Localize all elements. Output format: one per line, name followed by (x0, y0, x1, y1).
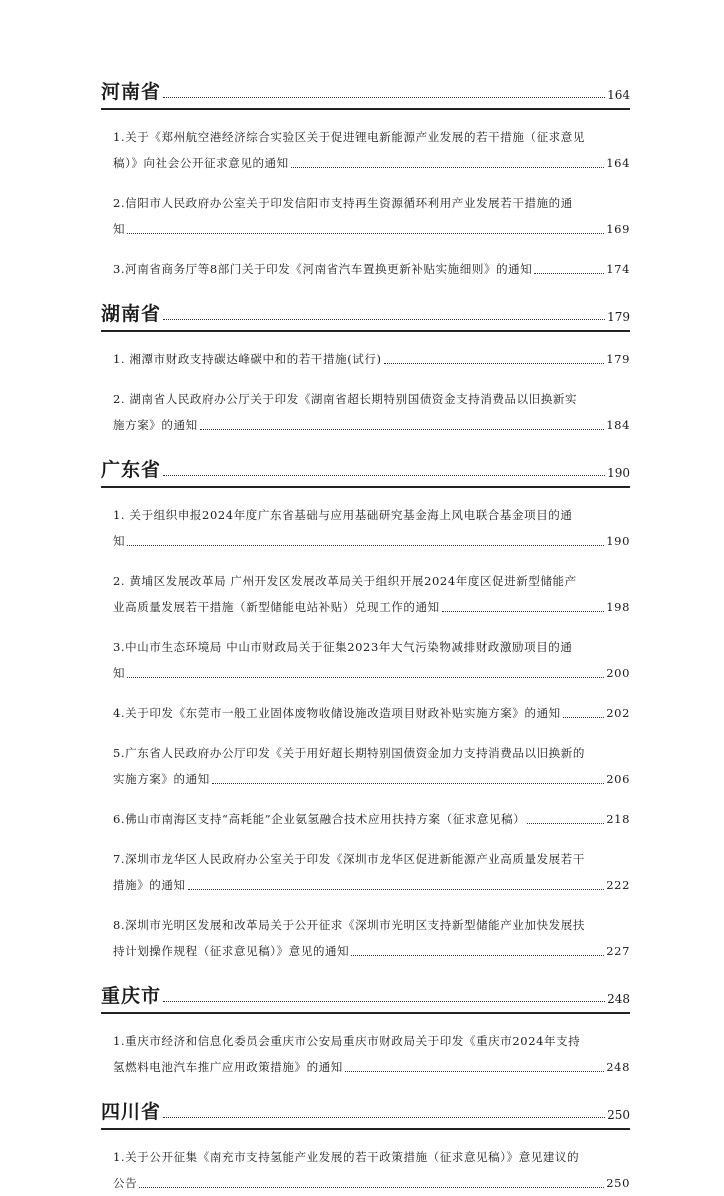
entry-page-number: 248 (606, 1060, 630, 1074)
dot-leader (163, 475, 605, 476)
dot-leader (291, 167, 605, 168)
dot-leader (127, 545, 604, 546)
section-rule (101, 330, 630, 332)
dot-leader (563, 717, 604, 718)
entry-last-line (113, 412, 630, 438)
entry-last-line (113, 1170, 630, 1196)
toc-section (101, 1080, 630, 1196)
entry-page-number: 169 (606, 222, 630, 236)
entry-last-line (113, 216, 630, 242)
entry-page-number: 190 (606, 534, 630, 548)
entry-text-end: 知 (113, 666, 126, 680)
entry-page-number: 184 (606, 418, 630, 432)
entry-page-number: 174 (606, 262, 630, 276)
section-rule (101, 1128, 630, 1130)
section-title: 广东省 (101, 459, 162, 481)
section-page-number: 190 (607, 466, 630, 480)
dot-leader (351, 955, 604, 956)
toc-section (101, 282, 630, 438)
entry-text-line: 1. 关于组织申报2024年度广东省基础与应用基础研究基金海上风电联合基金项目的通 (113, 508, 573, 522)
toc-entry[interactable] (113, 256, 630, 282)
entry-last-line (113, 872, 630, 898)
entry-text-end: 3.河南省商务厅等8部门关于印发《河南省汽车置换更新补贴实施细则》的通知 (113, 262, 533, 276)
entry-text-line: 5.广东省人民政府办公厅印发《关于用好超长期特别国债资金加力支持消费品以旧换新的 (113, 746, 585, 760)
entry-text-end: 6.佛山市南海区支持“高耗能”企业氨氢融合技术应用扶持方案（征求意见稿） (113, 812, 526, 826)
entry-text-line: 3.中山市生态环境局 中山市财政局关于征集2023年大气污染物减排财政激励项目的通 (113, 640, 573, 654)
dot-leader (127, 677, 604, 678)
section-title: 河南省 (101, 81, 162, 103)
toc-entry[interactable] (113, 1028, 630, 1080)
entry-text-end: 施方案》的通知 (113, 418, 198, 432)
entry-page-number: 198 (606, 600, 630, 614)
entry-last-line (113, 256, 630, 282)
entry-text-line: 1.关于公开征集《南充市支持氢能产业发展的若干政策措施（征求意见稿）》意见建议的 (113, 1150, 580, 1164)
entry-text-end: 知 (113, 222, 126, 236)
section-heading-row[interactable] (101, 964, 630, 1008)
section-heading-row[interactable] (101, 282, 630, 326)
entry-text-line: 1.重庆市经济和信息化委员会重庆市公安局重庆市财政局关于印发《重庆市2024年支持 (113, 1034, 581, 1048)
toc-entry[interactable] (113, 700, 630, 726)
dot-leader (442, 611, 605, 612)
entry-page-number: 218 (606, 812, 630, 826)
entry-page-number: 202 (606, 706, 630, 720)
entry-text-end: 业高质量发展若干措施（新型储能电站补贴）兑现工作的通知 (113, 600, 440, 614)
entry-text-end: 持计划操作规程（征求意见稿）》意见的通知 (113, 944, 350, 958)
section-rule (101, 486, 630, 488)
dot-leader (163, 97, 605, 98)
entry-last-line (113, 346, 630, 372)
dot-leader (200, 429, 605, 430)
entry-text-line: 2.信阳市人民政府办公室关于印发信阳市支持再生资源循环利用产业发展若干措施的通 (113, 196, 573, 210)
entry-text-line: 8.深圳市光明区发展和改革局关于公开征求《深圳市光明区支持新型储能产业加快发展扶 (113, 918, 585, 932)
dot-leader (163, 1001, 605, 1002)
section-rule (101, 1012, 630, 1014)
dot-leader (534, 273, 604, 274)
entry-text-end: 公告 (113, 1176, 138, 1190)
entry-page-number: 250 (606, 1176, 630, 1190)
entry-text-end: 措施》的通知 (113, 878, 186, 892)
entry-last-line (113, 938, 630, 964)
toc-section (101, 438, 630, 964)
entry-last-line (113, 1054, 630, 1080)
toc-section (101, 60, 630, 282)
section-page-number: 248 (607, 992, 630, 1006)
entry-last-line (113, 594, 630, 620)
toc-entry[interactable] (113, 1144, 630, 1196)
toc-entry[interactable] (113, 634, 630, 686)
toc-entry[interactable] (113, 386, 630, 438)
toc-entry[interactable] (113, 346, 630, 372)
entry-last-line (113, 700, 630, 726)
toc-entry[interactable] (113, 912, 630, 964)
section-rule (101, 108, 630, 110)
dot-leader (163, 319, 605, 320)
entry-text-line: 2. 黄埔区发展改革局 广州开发区发展改革局关于组织开展2024年度区促进新型储能产 (113, 574, 577, 588)
entry-text-line: 2. 湖南省人民政府办公厅关于印发《湖南省超长期特别国债资金支持消费品以旧换新实 (113, 392, 578, 406)
section-title: 重庆市 (101, 985, 162, 1007)
dot-leader (384, 363, 605, 364)
dot-leader (527, 823, 604, 824)
entry-text-end: 稿）》向社会公开征求意见的通知 (113, 156, 289, 170)
entry-text-end: 4.关于印发《东莞市一般工业固体废物收储设施改造项目财政补贴实施方案》的通知 (113, 706, 561, 720)
entry-last-line (113, 766, 630, 792)
section-page-number: 164 (607, 88, 630, 102)
entry-page-number: 206 (606, 772, 630, 786)
section-heading-row[interactable] (101, 438, 630, 482)
section-heading-row[interactable] (101, 60, 630, 104)
entry-page-number: 222 (606, 878, 630, 892)
entry-last-line (113, 660, 630, 686)
toc-entry[interactable] (113, 806, 630, 832)
section-page-number: 250 (607, 1108, 630, 1122)
entry-page-number: 179 (606, 352, 630, 366)
dot-leader (345, 1071, 604, 1072)
section-heading-row[interactable] (101, 1080, 630, 1124)
dot-leader (139, 1187, 604, 1188)
entry-text-end: 氢燃料电池汽车推广应用政策措施》的通知 (113, 1060, 343, 1074)
dot-leader (127, 233, 604, 234)
dot-leader (163, 1117, 605, 1118)
entry-text-line: 1.关于《郑州航空港经济综合实验区关于促进锂电新能源产业发展的若干措施（征求意见 (113, 130, 585, 144)
entry-text-end: 实施方案》的通知 (113, 772, 210, 786)
toc-entry[interactable] (113, 568, 630, 620)
entry-last-line (113, 528, 630, 554)
entry-page-number: 227 (606, 944, 630, 958)
entry-last-line (113, 150, 630, 176)
section-title: 四川省 (101, 1101, 162, 1123)
entry-page-number: 164 (606, 156, 630, 170)
toc-entry[interactable] (113, 740, 630, 792)
toc-section (101, 964, 630, 1080)
dot-leader (188, 889, 605, 890)
toc-entry[interactable] (113, 846, 630, 898)
toc-entry[interactable] (113, 502, 630, 554)
entry-text-end: 知 (113, 534, 126, 548)
entry-page-number: 200 (606, 666, 630, 680)
table-of-contents (101, 60, 630, 1196)
toc-entry[interactable] (113, 190, 630, 242)
entry-last-line (113, 806, 630, 832)
dot-leader (212, 783, 604, 784)
entry-text-end: 1. 湘潭市财政支持碳达峰碳中和的若干措施(试行) (113, 352, 382, 366)
section-page-number: 179 (607, 310, 630, 324)
entry-text-line: 7.深圳市龙华区人民政府办公室关于印发《深圳市龙华区促进新能源产业高质量发展若干 (113, 852, 585, 866)
toc-entry[interactable] (113, 124, 630, 176)
section-title: 湖南省 (101, 303, 162, 325)
